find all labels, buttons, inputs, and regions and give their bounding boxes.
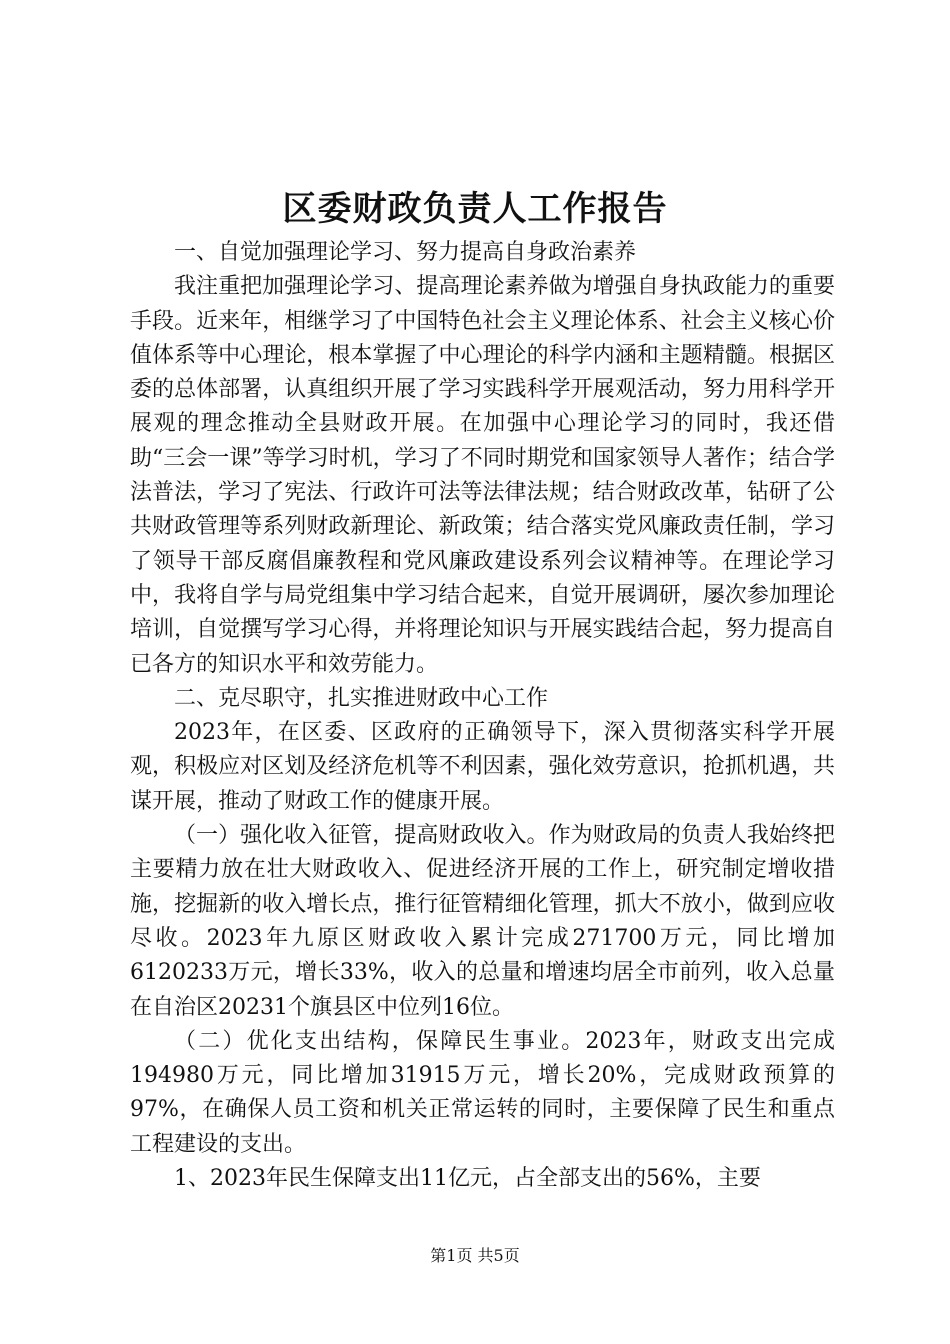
- document-body: [130, 236, 835, 1196]
- body-paragraph: 1、2023年民生保障支出11亿元，占全部支出的56%，主要: [174, 1166, 761, 1192]
- body-paragraph: 2023年，在区委、区政府的正确领导下，深入贯彻落实科学开展观，积极应对区划及经济危机等不利因素，强化效劳意识，抢抓机遇，共谋开展，推动了财政工作的健康开展。: [130, 720, 835, 814]
- body-paragraph: （二）优化支出结构，保障民生事业。2023年，财政支出完成194980万元，同比增加31915万元，增长20%，完成财政预算的97%，在确保人员工资和机关正常运转的同时，主要保障了民生和重点工程建设的支出。: [130, 1028, 835, 1157]
- body-paragraph: 我注重把加强理论学习、提高理论素养做为增强自身执政能力的重要手段。近来年，相继学习了中国特色社会主义理论体系、社会主义核心价值体系等中心理论，根本掌握了中心理论的科学内涵和主题精髓。根据区委的总体部署，认真组织开展了学习实践科学开展观活动，努力用科学开展观的理念推动全县财政开展。在加强中心理论学习的同时，我还借助“三会一课”等学习时机，学习了不同时期党和国家领导人著作；结合学法普法，学习了宪法、行政许可法等法律法规；结合财政改革，钻研了公共财政管理等系列财政新理论、新政策；结合落实党风廉政责任制，学习了领导干部反腐倡廉教程和党风廉政建设系列会议精神等。在理论学习中，我将自学与局党组集中学习结合起来，自觉开展调研，屡次参加理论培训，自觉撰写学习心得，并将理论知识与开展实践结合起，努力提高自已各方的知识水平和效劳能力。: [130, 274, 835, 677]
- document-title: 区委财政负责人工作报告: [282, 189, 668, 229]
- section-heading-2: 二、克尽职守，扎实推进财政中心工作: [174, 685, 549, 711]
- section-heading-1: 一、自觉加强理论学习、努力提高自身政治素养: [174, 240, 637, 265]
- body-paragraph: （一）强化收入征管，提高财政收入。作为财政局的负责人我始终把主要精力放在壮大财政收入、促进经济开展的工作上，研究制定增收措施，挖掘新的收入增长点，推行征管精细化管理，抓大不放小，做到应收尽收。2023年九原区财政收入累计完成271700万元，同比增加6120233万元，增长33%，收入的总量和增速均居全市前列，收入总量在自治区20231个旗县区中位列16位。: [130, 823, 835, 1020]
- page-indicator: 第1页 共5页: [430, 1246, 520, 1265]
